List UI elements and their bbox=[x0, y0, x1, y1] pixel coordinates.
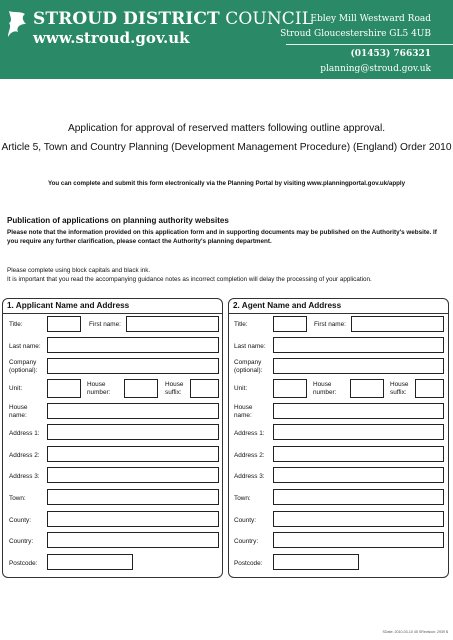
house-name-label bbox=[234, 404, 252, 420]
document-title: Application for approval of reserved matters following outline approval. bbox=[67, 123, 386, 134]
company-label-line1: Company bbox=[9, 359, 37, 366]
title-label: Title: bbox=[234, 321, 248, 328]
email-address[interactable]: planning@stroud.gov.uk bbox=[320, 64, 431, 74]
county-label: County: bbox=[234, 517, 257, 524]
council-name-bold: STROUD DISTRICT bbox=[33, 9, 220, 29]
company-label-line2: (optional): bbox=[234, 367, 263, 374]
house-suffix-label bbox=[390, 381, 408, 397]
last-name-label: Last name: bbox=[9, 343, 41, 350]
house-number-label-line2: number: bbox=[313, 389, 337, 396]
agent-unit-field[interactable] bbox=[273, 379, 307, 398]
applicant-company-field[interactable] bbox=[47, 358, 219, 374]
agent-house-name-field[interactable] bbox=[273, 403, 444, 419]
publication-heading: Publication of applications on planning authority websites bbox=[7, 216, 229, 225]
agent-company-field[interactable] bbox=[273, 358, 444, 374]
first-name-label: First name: bbox=[314, 321, 346, 328]
house-suffix-label-line1: House bbox=[165, 381, 184, 388]
unit-label: Unit: bbox=[9, 385, 23, 392]
applicant-address3-field[interactable] bbox=[47, 467, 219, 483]
instructions-line-2: It is important that you read the accompanying guidance notes as incorrect completion will delay the processing of your application. bbox=[7, 276, 372, 283]
document-subtitle: Article 5, Town and Country Planning (Development Management Procedure) (England) Order 2010 bbox=[1, 142, 452, 153]
instructions bbox=[7, 266, 452, 284]
applicant-county-field[interactable] bbox=[47, 511, 219, 527]
applicant-house-number-field[interactable] bbox=[124, 379, 158, 398]
agent-country-field[interactable] bbox=[273, 532, 444, 548]
applicant-last-name-field[interactable] bbox=[47, 337, 219, 353]
agent-house-suffix-field[interactable] bbox=[415, 379, 444, 398]
house-number-label bbox=[87, 381, 110, 397]
council-name-rest: COUNCIL bbox=[225, 9, 314, 29]
agent-first-name-field[interactable] bbox=[351, 316, 444, 332]
agent-postcode-field[interactable] bbox=[273, 554, 359, 570]
title-label: Title: bbox=[9, 321, 23, 328]
house-suffix-label bbox=[165, 381, 183, 397]
agent-address3-field[interactable] bbox=[273, 467, 444, 483]
house-number-label-line1: House bbox=[87, 381, 106, 388]
address2-label: Address 2: bbox=[234, 452, 265, 459]
applicant-postcode-field[interactable] bbox=[47, 554, 133, 570]
town-label: Town: bbox=[9, 495, 26, 502]
town-label: Town: bbox=[234, 495, 251, 502]
applicant-first-name-field[interactable] bbox=[126, 316, 219, 332]
agent-house-number-field[interactable] bbox=[350, 379, 384, 398]
agent-section-title: 2. Agent Name and Address bbox=[233, 301, 342, 310]
section-divider bbox=[229, 313, 448, 314]
applicant-address1-field[interactable] bbox=[47, 424, 219, 440]
postcode-label: Postcode: bbox=[9, 560, 38, 567]
publication-note: Please note that the information provided on this application form and in supporting documents may be published on the Authority's website. If you require any further clarification, please contact the Authority's planning department. bbox=[7, 229, 437, 245]
address3-label: Address 3: bbox=[9, 473, 40, 480]
address1-label: Address 1: bbox=[234, 430, 265, 437]
applicant-house-suffix-field[interactable] bbox=[190, 379, 219, 398]
agent-town-field[interactable] bbox=[273, 489, 444, 505]
house-name-label bbox=[9, 404, 27, 420]
county-label: County: bbox=[9, 517, 32, 524]
company-label bbox=[234, 359, 262, 375]
house-number-label bbox=[313, 381, 336, 397]
applicant-unit-field[interactable] bbox=[47, 379, 81, 398]
council-logo-icon bbox=[6, 9, 28, 39]
header-divider bbox=[286, 44, 453, 45]
instructions-line-1: Please complete using block capitals and black ink. bbox=[7, 267, 151, 274]
applicant-section bbox=[2, 298, 223, 578]
address-line-1: Ebley Mill Westward Road bbox=[310, 14, 431, 24]
applicant-title-field[interactable] bbox=[47, 316, 81, 332]
applicant-address2-field[interactable] bbox=[47, 446, 219, 462]
council-name bbox=[33, 9, 313, 29]
applicant-town-field[interactable] bbox=[47, 489, 219, 505]
house-suffix-label-line1: House bbox=[390, 381, 409, 388]
postcode-label: Postcode: bbox=[234, 560, 263, 567]
agent-county-field[interactable] bbox=[273, 511, 444, 527]
portal-note: You can complete and submit this form electronically via the Planning Portal by visiting www.planningportal.gov.uk/apply bbox=[47, 180, 406, 187]
house-number-label-line2: number: bbox=[87, 389, 111, 396]
applicant-section-title: 1. Applicant Name and Address bbox=[7, 301, 130, 310]
country-label: Country: bbox=[9, 538, 34, 545]
applicant-country-field[interactable] bbox=[47, 532, 219, 548]
house-name-label-line1: House bbox=[9, 404, 28, 411]
house-number-label-line1: House bbox=[313, 381, 332, 388]
company-label-line1: Company bbox=[234, 359, 262, 366]
agent-address2-field[interactable] bbox=[273, 446, 444, 462]
address-line-2: Stroud Gloucestershire GL5 4UB bbox=[280, 29, 431, 39]
unit-label: Unit: bbox=[234, 385, 248, 392]
company-label-line2: (optional): bbox=[9, 367, 38, 374]
section-divider bbox=[3, 313, 222, 314]
house-name-label-line1: House bbox=[234, 404, 253, 411]
footer-version: SDate: 2010-03-10 45 SRevision: 2939 $ bbox=[382, 630, 448, 634]
council-website[interactable]: www.stroud.gov.uk bbox=[33, 29, 190, 47]
agent-address1-field[interactable] bbox=[273, 424, 444, 440]
house-suffix-label-line2: suffix: bbox=[165, 389, 182, 396]
house-suffix-label-line2: suffix: bbox=[390, 389, 407, 396]
council-header bbox=[0, 0, 453, 79]
country-label: Country: bbox=[234, 538, 259, 545]
applicant-house-name-field[interactable] bbox=[47, 403, 219, 419]
last-name-label: Last name: bbox=[234, 343, 266, 350]
house-name-label-line2: name: bbox=[9, 412, 27, 419]
address3-label: Address 3: bbox=[234, 473, 265, 480]
agent-title-field[interactable] bbox=[273, 316, 307, 332]
address2-label: Address 2: bbox=[9, 452, 40, 459]
company-label bbox=[9, 359, 37, 375]
agent-section bbox=[228, 298, 449, 578]
phone-number: (01453) 766321 bbox=[350, 49, 431, 59]
agent-last-name-field[interactable] bbox=[273, 337, 444, 353]
address1-label: Address 1: bbox=[9, 430, 40, 437]
house-name-label-line2: name: bbox=[234, 412, 252, 419]
first-name-label: First name: bbox=[89, 321, 121, 328]
